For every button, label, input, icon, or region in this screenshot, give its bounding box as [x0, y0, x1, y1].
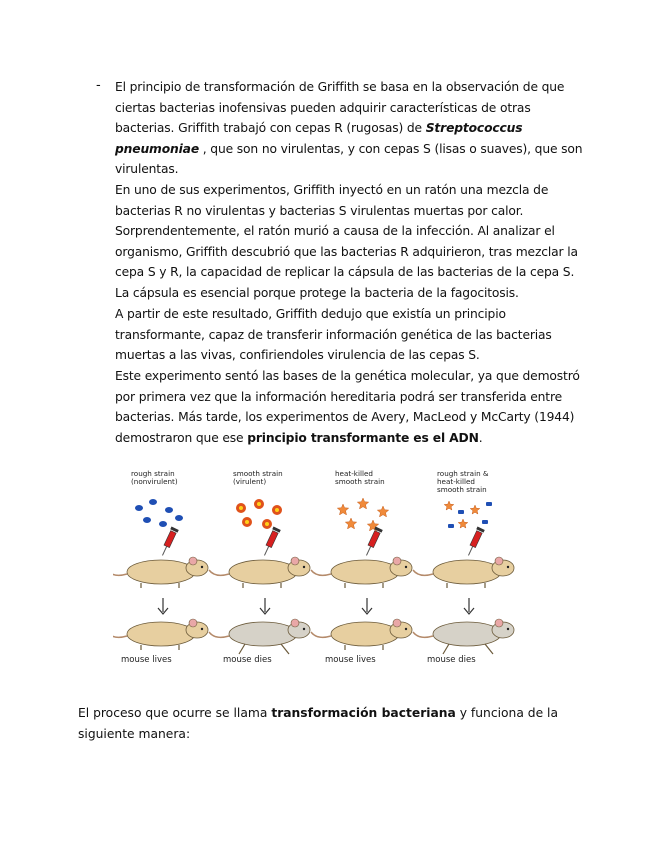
syringe-barrel — [470, 531, 482, 548]
mouse-ear — [393, 619, 401, 627]
syringe-barrel — [266, 531, 278, 548]
rough-bacterium — [135, 505, 143, 511]
mouse-eye — [201, 628, 203, 630]
syringe-icon — [363, 527, 383, 558]
mouse-eye — [303, 566, 305, 568]
panel-strain-label: rough strain & — [437, 469, 489, 478]
paragraph-experiment: En uno de sus experimentos, Griffith inyectó en un ratón una mezcla de bacterias R no virulentas y bacterias S virulentas muertas por calor. Sorprendentemente, el ratón murió a causa de la infección. Al analizar el organismo, Griffith descubrió que las bacterias R adquirieron, tras mezclar la cepa S y R, la capacidad de replicar la cápsula de las bacterias de la cepa S. La cápsula es esencial porque protege la bacteria de la fagocitosis. — [115, 183, 578, 300]
syringe-needle — [468, 546, 472, 555]
mouse-tail — [311, 632, 331, 637]
paragraph-conclusion: A partir de este resultado, Griffith dedujo que existía un principio transformante, capaz de transferir información genética de las bacterias muertas a las vivas, confiriendoles virulencia de las cepas S. — [115, 307, 552, 363]
killed-bacterium — [357, 498, 368, 509]
dead-mouse — [413, 619, 514, 654]
killed-bacterium — [345, 518, 356, 529]
mouse-tail — [311, 570, 331, 575]
mouse-tail — [413, 570, 433, 575]
mouse-eye — [507, 566, 509, 568]
killed-bacterium — [470, 505, 480, 514]
mouse-ear — [495, 619, 503, 627]
paragraph-griffith-principle: El principio de transformación de Griffith se basa en la observación de que ciertas bacterias inofensivas pueden adquirir características de otras bacterias. Griffith trabajó con cepas R (rugosas) de Streptococcus pneumoniae , que son no virulentas, y con cepas S (lisas o suaves), que son virulentas. — [115, 80, 583, 177]
panel-strain-label: (virulent) — [233, 477, 267, 486]
mouse-leg — [239, 644, 245, 654]
killed-bacterium — [458, 519, 468, 528]
mouse-eye — [201, 566, 203, 568]
mouse-tail — [209, 570, 229, 575]
injected-mouse — [413, 557, 514, 588]
figure-panel — [209, 469, 310, 665]
figure-panel — [113, 469, 208, 665]
rough-bacterium — [486, 502, 492, 506]
figure-panel — [413, 469, 514, 665]
living-mouse — [311, 619, 412, 650]
mouse-ear — [291, 619, 299, 627]
rough-bacterium — [175, 515, 183, 521]
paragraph-transformation-intro: El proceso que ocurre se llama transformación bacteriana y funciona de la siguiente manera: — [78, 706, 559, 741]
syringe-icon — [261, 527, 281, 558]
bold-dna-statement: principio transformante es el ADN — [247, 430, 479, 445]
panel-strain-label: smooth strain — [437, 485, 487, 494]
panel-strain-label: heat-killed — [437, 477, 475, 486]
mouse-ear — [495, 557, 503, 565]
mouse-body — [433, 560, 501, 584]
figure-panel — [311, 469, 412, 665]
mouse-tail — [209, 632, 229, 637]
mouse-ear — [189, 619, 197, 627]
mouse-eye — [405, 628, 407, 630]
injected-mouse — [209, 557, 310, 588]
panel-strain-label: smooth strain — [233, 469, 283, 478]
dead-mouse — [209, 619, 310, 654]
killed-bacterium — [444, 501, 454, 510]
panel-strain-label: (nonvirulent) — [131, 477, 178, 486]
outcome-label: mouse lives — [121, 655, 172, 665]
rough-bacterium — [165, 507, 173, 513]
smooth-bacterium-core — [265, 522, 269, 526]
living-mouse — [113, 619, 208, 650]
syringe-needle — [264, 546, 268, 555]
outcome-label: mouse dies — [427, 655, 476, 665]
mouse-tail — [113, 570, 127, 575]
mouse-tail — [413, 632, 433, 637]
mouse-tail — [113, 632, 127, 637]
list-bullet: - — [96, 78, 101, 93]
mouse-eye — [405, 566, 407, 568]
rough-bacterium — [143, 517, 151, 523]
killed-bacterium — [377, 506, 388, 517]
mouse-body — [229, 622, 297, 646]
mouse-leg — [443, 644, 449, 654]
mouse-body — [433, 622, 501, 646]
mouse-ear — [393, 557, 401, 565]
rough-bacterium — [149, 499, 157, 505]
mouse-body — [331, 560, 399, 584]
species-name: Streptococcus pneumoniae — [115, 121, 523, 156]
syringe-icon — [465, 527, 485, 558]
smooth-bacterium-core — [245, 520, 249, 524]
syringe-barrel — [164, 531, 176, 548]
griffith-experiment-figure — [113, 466, 523, 666]
killed-bacterium — [337, 504, 348, 515]
mouse-leg — [281, 644, 289, 654]
mouse-ear — [189, 557, 197, 565]
syringe-needle — [162, 546, 166, 555]
syringe-needle — [366, 546, 370, 555]
panel-strain-label: rough strain — [131, 469, 175, 478]
smooth-bacterium-core — [257, 502, 261, 506]
syringe-icon — [159, 527, 179, 558]
injected-mouse — [113, 557, 208, 588]
mouse-leg — [485, 644, 493, 654]
rough-bacterium — [448, 524, 454, 528]
mouse-eye — [303, 628, 305, 630]
mouse-eye — [507, 628, 509, 630]
bold-transformation-term: transformación bacteriana — [271, 706, 456, 720]
outcome-label: mouse dies — [223, 655, 272, 665]
panel-strain-label: smooth strain — [335, 477, 385, 486]
mouse-body — [127, 622, 195, 646]
syringe-barrel — [368, 531, 380, 548]
rough-bacterium — [482, 520, 488, 524]
paragraph-molecular-genetics: Este experimento sentó las bases de la genética molecular, ya que demostró por primera vez que la información hereditaria podrá ser transferida entre bacterias. Más tarde, los experimentos de Avery, MacLeod y McCarty (1944) demostraron que ese principio transformante es el ADN. — [115, 369, 580, 445]
smooth-bacterium-core — [275, 508, 279, 512]
rough-bacterium — [458, 510, 464, 514]
mouse-ear — [291, 557, 299, 565]
mouse-body — [127, 560, 195, 584]
panel-strain-label: heat-killed — [335, 469, 373, 478]
mouse-body — [331, 622, 399, 646]
rough-bacterium — [159, 521, 167, 527]
smooth-bacterium-core — [239, 506, 243, 510]
mouse-body — [229, 560, 297, 584]
outcome-label: mouse lives — [325, 655, 376, 665]
injected-mouse — [311, 557, 412, 588]
